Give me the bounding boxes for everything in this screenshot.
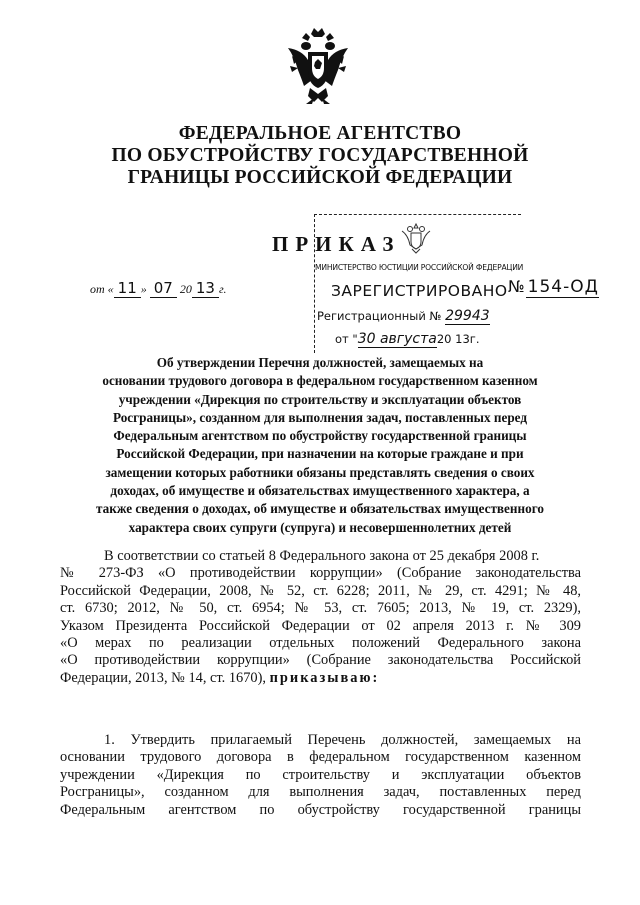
date-day: 11 bbox=[114, 279, 141, 298]
preamble bbox=[60, 548, 581, 687]
subject-line: Федеральным агентством по обустройству государственной границы bbox=[113, 428, 527, 444]
subject-line: учреждении «Дирекция по строительству и эксплуатации объектов bbox=[118, 391, 522, 407]
stamp-date-value: 30 августа bbox=[357, 331, 437, 347]
registration-stamp bbox=[314, 214, 524, 353]
stamp-regnum-value: 29943 bbox=[445, 308, 490, 324]
agency-name bbox=[40, 123, 600, 189]
number-value: 154-ОД bbox=[527, 277, 599, 297]
preamble-line: «О мерах по реализации отдельных положений Федерального закона bbox=[60, 635, 581, 652]
order-subject bbox=[60, 354, 580, 537]
agency-line: ПО ОБУСТРОЙСТВУ ГОСУДАРСТВЕННОЙ bbox=[111, 145, 529, 166]
preamble-line: Федерации, 2013, № 14, ст. 1670), bbox=[60, 669, 267, 686]
number-sign: № bbox=[508, 277, 526, 296]
subject-line: замещении которых работники обязаны представлять сведения о своих bbox=[105, 464, 535, 480]
date-month: 07 bbox=[150, 279, 177, 298]
preamble-line: № 273-ФЗ «О противодействии коррупции» (Собрание законодательства bbox=[60, 565, 581, 582]
clause-line: 1. Утвердить прилагаемый Перечень должностей, замещаемых на bbox=[104, 732, 581, 748]
stamp-registration-number bbox=[317, 308, 490, 324]
order-date bbox=[90, 279, 226, 298]
preamble-line: Указом Президента Российской Федерации от 02 апреля 2013 г. № 309 bbox=[60, 617, 581, 634]
stamp-date-prefix: от " bbox=[335, 332, 358, 346]
stamp-date-year: 20 13 bbox=[436, 332, 470, 346]
coat-of-arms-icon bbox=[284, 26, 352, 106]
clause-line: учреждении «Дирекция по строительству и эксплуатации объектов bbox=[60, 766, 581, 783]
stamp-date bbox=[335, 331, 480, 347]
preamble-line: «О противодействии коррупции» (Собрание законодательства Российской bbox=[60, 652, 581, 669]
preamble-last-line bbox=[60, 670, 581, 687]
subject-line: характера своих супруги (супруга) и несовершеннолетних детей bbox=[128, 519, 512, 535]
date-suffix: г. bbox=[218, 282, 227, 296]
subject-line: Об утверждении Перечня должностей, замещаемых на bbox=[156, 355, 484, 370]
subject-line: также сведения о доходах, об имуществе и обязательствах имущественного bbox=[96, 501, 544, 517]
order-number bbox=[508, 277, 599, 297]
clause-1 bbox=[60, 732, 581, 819]
clause-line: Росграницы», созданном для выполнения задач, поставленных перед bbox=[60, 784, 581, 801]
clause-line: основании трудового договора в федеральном государственном казенном bbox=[60, 749, 581, 766]
subject-line: Росграницы», созданном для выполнения задач, поставленных перед bbox=[112, 409, 528, 425]
subject-line: доходах, об имуществе и обязательствах имущественного характера, а bbox=[110, 483, 530, 499]
date-year: 13 bbox=[192, 279, 219, 298]
subject-line: Российской Федерации, при назначении на которые граждане и при bbox=[116, 446, 524, 462]
stamp-date-suffix: г. bbox=[469, 332, 480, 346]
stamp-regnum-label: Регистрационный № bbox=[317, 309, 442, 323]
date-prefix: от « bbox=[90, 282, 114, 296]
agency-line: ФЕДЕРАЛЬНОЕ АГЕНТСТВО bbox=[178, 123, 462, 144]
date-year-prefix: 20 bbox=[179, 282, 192, 296]
document-type-heading: ПРИКАЗ bbox=[272, 232, 401, 256]
preamble-line: Российской Федерации, 2008, № 52, ст. 6228; 2011, № 29, ст. 4291; № 48, bbox=[60, 582, 581, 599]
stamp-registered: ЗАРЕГИСТРИРОВАНО bbox=[331, 282, 508, 300]
clause-line: Федеральным агентством по обустройству государственной границы bbox=[60, 801, 581, 818]
stamp-emblem-icon bbox=[399, 221, 433, 255]
preamble-line: В соответствии со статьей 8 Федерального закона от 25 декабря 2008 г. bbox=[104, 548, 540, 564]
preamble-closing: приказываю: bbox=[269, 669, 380, 686]
preamble-line: ст. 6730; 2012, № 50, ст. 6954; № 53, ст. 7605; 2013, № 19, ст. 2329), bbox=[60, 600, 581, 617]
agency-line: ГРАНИЦЫ РОССИЙСКОЙ ФЕДЕРАЦИИ bbox=[127, 167, 513, 188]
stamp-ministry: МИНИСТЕРСТВО ЮСТИЦИИ РОССИЙСКОЙ ФЕДЕРАЦИИ bbox=[315, 263, 524, 272]
date-mid: » bbox=[140, 282, 147, 296]
subject-line: основании трудового договора в федеральном государственном казенном bbox=[102, 373, 538, 389]
